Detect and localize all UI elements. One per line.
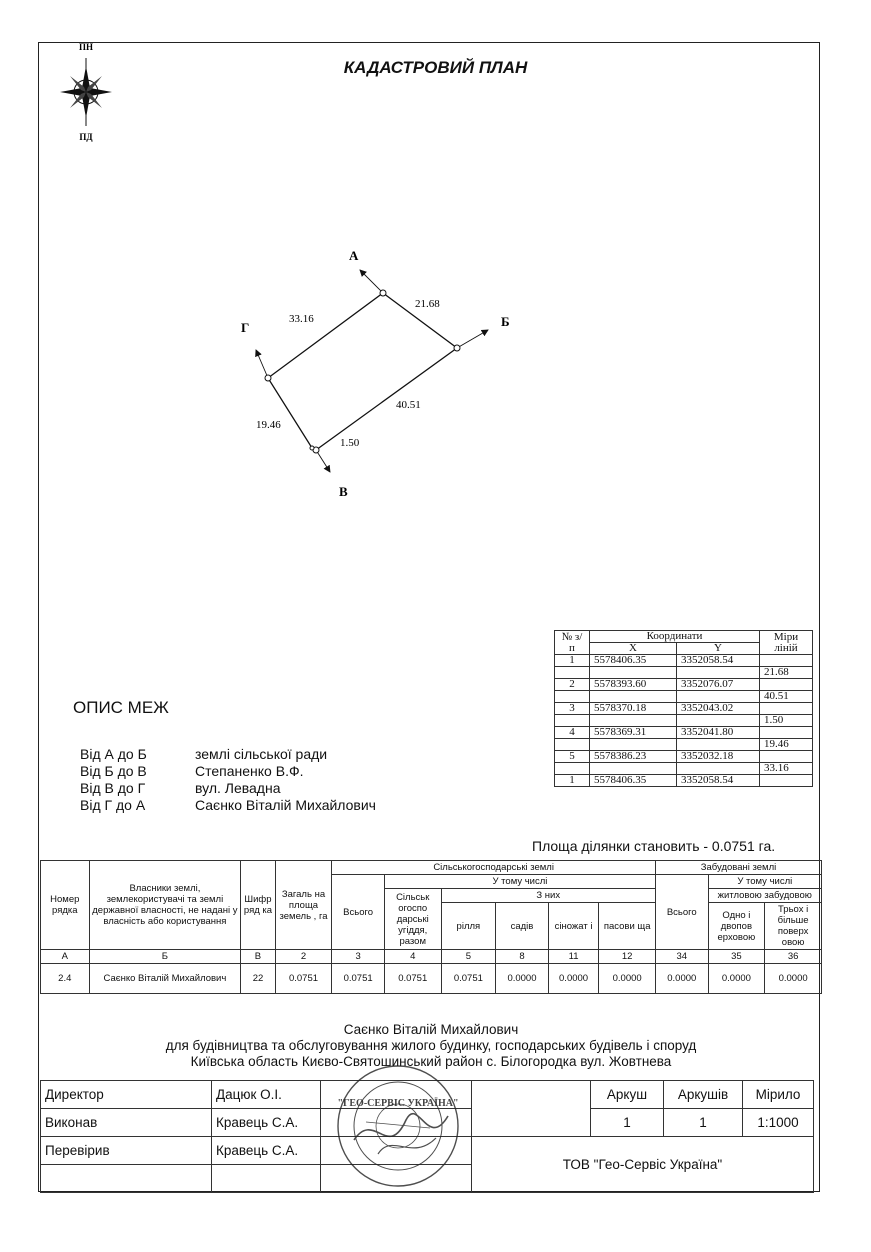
scale-value: 1:1000 [743, 1109, 814, 1137]
owner-name: Саєнко Віталій Михайлович [343, 1022, 519, 1037]
coords-length-row: 33.16 [555, 763, 813, 775]
land-explication-table [40, 860, 822, 994]
sheets-label: Аркушів [664, 1081, 743, 1109]
sheets-value: 1 [664, 1109, 743, 1137]
land-column-index-row: А Б В 2 3 4 5 8 11 12 34 35 36 [41, 950, 822, 964]
length-bv: 40.51 [396, 399, 421, 411]
land-address: Київська область Києво-Святошинський район с. Білогородка вул. Жовтнева [190, 1054, 672, 1069]
coords-header-lengths: Міри ліній [760, 631, 813, 655]
boundary-to-1: землі сільської ради [195, 746, 328, 762]
land-header-of-them: З них [441, 889, 655, 903]
coords-length-row: 21.68 [555, 667, 813, 679]
land-header-low-rise: Одно і двопов ерховою [708, 903, 765, 950]
land-header-hay: сіножат і [548, 903, 599, 950]
land-header-pasture: пасови ща [599, 903, 656, 950]
checked-name: Кравець С.А. [212, 1137, 321, 1165]
coords-length-row: 19.46 [555, 739, 813, 751]
land-header-built-total: Всього [655, 875, 708, 950]
company-stamp-icon [318, 1062, 478, 1190]
boundary-to-3: вул. Левадна [195, 780, 281, 796]
land-header-total-area: Загаль на площа земель , га [275, 861, 332, 950]
sheet-value: 1 [591, 1109, 664, 1137]
land-header-high-rise: Трьох і більше поверх овою [765, 903, 822, 950]
land-purpose: для будівництва та обслуговування жилого будинку, господарських будівель і споруд [165, 1038, 697, 1053]
point-v-label: В [339, 484, 348, 499]
length-vv: 1.50 [340, 437, 360, 449]
coords-header-x: X [590, 643, 677, 655]
scale-label: Мірило [743, 1081, 814, 1109]
length-ga: 33.16 [289, 313, 314, 325]
point-g-label: Г [241, 320, 250, 335]
sheet-label: Аркуш [591, 1081, 664, 1109]
plot-plan-drawing [230, 240, 530, 510]
coordinates-table [554, 630, 813, 787]
compass-rose-icon [58, 40, 114, 144]
compass-south-label: ПД [79, 132, 93, 142]
coords-length-row: 40.51 [555, 691, 813, 703]
coords-row: 5 5578386.23 3352032.18 [555, 751, 813, 763]
coords-header-coords: Координати [590, 631, 760, 643]
document-frame [38, 42, 820, 1192]
stamp-center-text: "ГЕО-СЕРВІС УКРАЇНА" [337, 1098, 459, 1109]
land-header-built: Забудовані землі [655, 861, 821, 875]
land-header-num: Номер рядка [41, 861, 90, 950]
document-title: КАДАСТРОВИЙ ПЛАН [343, 58, 528, 77]
company-name: ТОВ "Гео-Сервіс Україна" [472, 1137, 814, 1193]
land-header-agri: Сільськогосподарські землі [332, 861, 656, 875]
point-b-label: Б [501, 314, 510, 329]
land-header-agri-incl: У тому числі [384, 875, 655, 889]
boundary-to-4: Саєнко Віталій Михайлович [195, 797, 376, 813]
boundary-description-title: ОПИС МЕЖ [73, 698, 169, 717]
plot-area-text: Площа ділянки становить - 0.0751 га. [532, 838, 776, 854]
length-vg: 19.46 [256, 419, 281, 431]
coords-header-y: Y [677, 643, 760, 655]
land-header-code: Шифр ряд ка [241, 861, 275, 950]
coords-row: 1 5578406.35 3352058.54 [555, 775, 813, 787]
executed-label: Виконав [41, 1109, 212, 1137]
land-header-arable: рілля [441, 903, 496, 950]
boundary-from-4: Від Г до А [80, 797, 146, 813]
compass-north-label: ПН [78, 42, 94, 52]
director-name: Дацюк О.І. [212, 1081, 321, 1109]
land-header-built-incl: У тому числі [708, 875, 821, 889]
boundary-to-2: Степаненко В.Ф. [195, 763, 304, 779]
coords-row: 3 5578370.18 3352043.02 [555, 703, 813, 715]
boundary-from-3: Від В до Г [80, 780, 146, 796]
land-header-agri-land: Сільськ огоспо дарські угіддя, разом [384, 889, 441, 950]
coords-header-num: № з/п [555, 631, 590, 655]
executed-name: Кравець С.А. [212, 1109, 321, 1137]
land-header-agri-total: Всього [332, 875, 385, 950]
coords-length-row: 1.50 [555, 715, 813, 727]
boundary-to-list [195, 746, 376, 814]
coords-row: 1 5578406.35 3352058.54 [555, 655, 813, 667]
length-ab: 21.68 [415, 298, 440, 310]
boundary-from-list [80, 746, 147, 814]
coords-row: 4 5578369.31 3352041.80 [555, 727, 813, 739]
land-data-row: 2.4 Саєнко Віталій Михайлович 22 0.0751 0.0751 0.0751 0.0751 0.0000 0.0000 0.0000 0.0000 0.0000 0.0000 [41, 964, 822, 994]
boundary-from-2: Від Б до В [80, 763, 147, 779]
land-header-gardens: садів [496, 903, 549, 950]
checked-label: Перевірив [41, 1137, 212, 1165]
boundary-from-1: Від А до Б [80, 746, 147, 762]
director-label: Директор [41, 1081, 212, 1109]
land-header-residential: житловою забудовою [708, 889, 821, 903]
coords-row: 2 5578393.60 3352076.07 [555, 679, 813, 691]
point-a-label: А [349, 248, 359, 263]
land-header-owners: Власники землі, землекористувачі та землі державної власності, не надані у власність або користування [89, 861, 241, 950]
